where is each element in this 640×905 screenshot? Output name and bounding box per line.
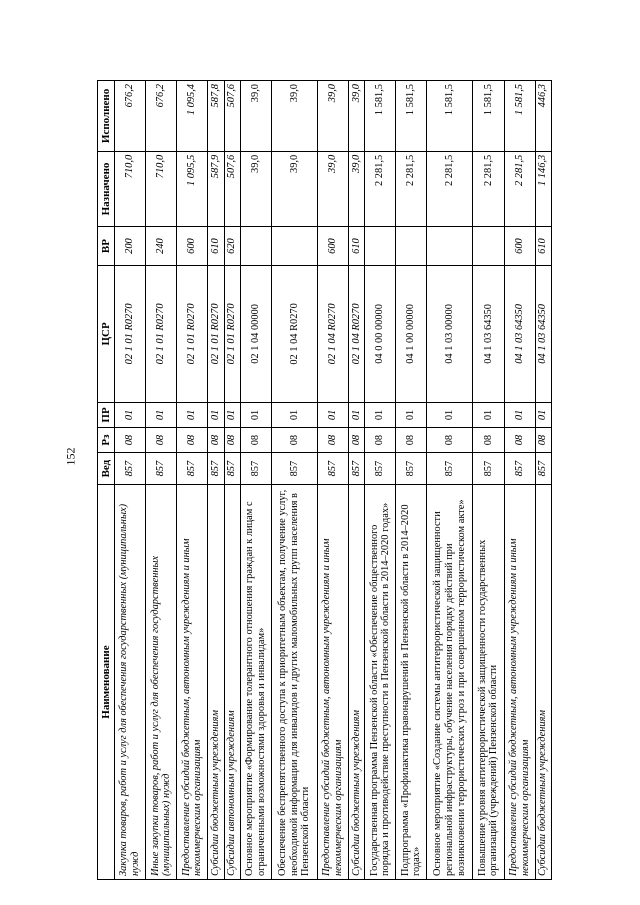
cell-executed: 446,3 (535, 81, 551, 152)
cell-name: Предоставление субсидий бюджетным, автономным учреждениям и иным некоммерческим организациям (177, 485, 208, 880)
cell-ved: 857 (208, 453, 224, 485)
cell-name: Повышение уровня антитеррористической защищенности государственных организаций (учреждений) Пензенской области (473, 485, 504, 880)
cell-name: Подпрограмма «Профилактика правонарушений в Пензенской области в 2014–2020 годах» (396, 485, 427, 880)
cell-name: Субсидии бюджетным учреждениям (348, 485, 364, 880)
cell-assigned: 710,0 (146, 151, 177, 226)
cell-pr: 01 (271, 402, 317, 427)
cell-name: Основное мероприятие «Формирование толерантного отношения граждан к лицам с ограниченными возможностями здоровья и инвалидам» (240, 485, 271, 880)
cell-csr: 02 1 01 R0270 (208, 265, 224, 402)
cell-executed: 507,6 (224, 81, 240, 152)
table-row (224, 81, 240, 880)
cell-rz: 08 (317, 428, 348, 453)
header-rz: Рз (98, 428, 115, 453)
cell-csr: 04 1 00 00000 (396, 265, 427, 402)
cell-pr: 01 (177, 402, 208, 427)
cell-rz: 08 (348, 428, 364, 453)
cell-executed: 39,0 (348, 81, 364, 152)
cell-assigned: 587,9 (208, 151, 224, 226)
cell-executed: 676,2 (115, 81, 146, 152)
cell-pr: 01 (473, 402, 504, 427)
cell-name: Закупка товаров, работ и услуг для обеспечения государственных (муниципальных) нужд (115, 485, 146, 880)
cell-rz: 08 (271, 428, 317, 453)
cell-rz: 08 (427, 428, 473, 453)
cell-rz: 08 (208, 428, 224, 453)
cell-csr: 04 1 03 64350 (535, 265, 551, 402)
cell-pr: 01 (535, 402, 551, 427)
cell-assigned: 2 281,5 (473, 151, 504, 226)
cell-pr: 01 (317, 402, 348, 427)
table-row (396, 81, 427, 880)
cell-ved: 857 (535, 453, 551, 485)
cell-rz: 08 (473, 428, 504, 453)
table-row (240, 81, 271, 880)
cell-rz: 08 (224, 428, 240, 453)
cell-rz: 08 (396, 428, 427, 453)
cell-name: Предоставление субсидий бюджетным, автономным учреждениям и иным некоммерческим организациям (504, 485, 535, 880)
cell-executed: 587,8 (208, 81, 224, 152)
cell-ved: 857 (177, 453, 208, 485)
header-executed: Исполнено (98, 81, 115, 152)
table-row (535, 81, 551, 880)
cell-name: Субсидии бюджетным учреждениям (535, 485, 551, 880)
cell-pr: 01 (115, 402, 146, 427)
cell-pr: 01 (427, 402, 473, 427)
cell-vr (240, 227, 271, 266)
cell-ved: 857 (115, 453, 146, 485)
cell-ved: 857 (504, 453, 535, 485)
cell-vr: 610 (208, 227, 224, 266)
cell-vr (427, 227, 473, 266)
cell-csr: 02 1 01 R0270 (115, 265, 146, 402)
cell-executed: 1 581,5 (427, 81, 473, 152)
cell-ved: 857 (348, 453, 364, 485)
cell-vr: 610 (535, 227, 551, 266)
cell-csr: 04 1 03 00000 (427, 265, 473, 402)
cell-csr: 02 1 04 00000 (240, 265, 271, 402)
cell-ved: 857 (240, 453, 271, 485)
cell-ved: 857 (224, 453, 240, 485)
cell-executed: 39,0 (240, 81, 271, 152)
header-ved: Вед (98, 453, 115, 485)
cell-name: Обеспечение беспрепятственного доступа к приоритетным объектам, получение услуг, необходимой информации для инвалидов и других маломобильных групп населения в Пензенской области (271, 485, 317, 880)
table-row (473, 81, 504, 880)
cell-executed: 1 581,5 (504, 81, 535, 152)
cell-pr: 01 (365, 402, 396, 427)
cell-ved: 857 (427, 453, 473, 485)
table-row (317, 81, 348, 880)
cell-ved: 857 (396, 453, 427, 485)
cell-rz: 08 (535, 428, 551, 453)
cell-rz: 08 (177, 428, 208, 453)
cell-assigned: 39,0 (240, 151, 271, 226)
cell-vr: 600 (177, 227, 208, 266)
cell-assigned: 39,0 (271, 151, 317, 226)
cell-executed: 1 581,5 (365, 81, 396, 152)
cell-assigned: 2 281,5 (365, 151, 396, 226)
header-vr: ВР (98, 227, 115, 266)
cell-pr: 01 (504, 402, 535, 427)
cell-ved: 857 (473, 453, 504, 485)
table-row (504, 81, 535, 880)
table-row (115, 81, 146, 880)
cell-ved: 857 (317, 453, 348, 485)
table-body (115, 81, 552, 880)
cell-name: Государственная программа Пензенской области «Обеспечение общественного порядка и противодействие преступности в Пензенской области в 2014–2020 годах» (365, 485, 396, 880)
cell-vr: 600 (504, 227, 535, 266)
cell-assigned: 2 281,5 (427, 151, 473, 226)
cell-csr: 04 1 03 64350 (473, 265, 504, 402)
table-row (208, 81, 224, 880)
header-assigned: Назначено (98, 151, 115, 226)
cell-ved: 857 (365, 453, 396, 485)
cell-pr: 01 (348, 402, 364, 427)
cell-assigned: 2 281,5 (504, 151, 535, 226)
header-csr: ЦСР (98, 265, 115, 402)
table-row (348, 81, 364, 880)
cell-assigned: 39,0 (317, 151, 348, 226)
cell-executed: 39,0 (271, 81, 317, 152)
cell-vr: 240 (146, 227, 177, 266)
table-row (427, 81, 473, 880)
cell-vr: 610 (348, 227, 364, 266)
table-row (177, 81, 208, 880)
cell-executed: 676,2 (146, 81, 177, 152)
budget-table (97, 80, 552, 880)
cell-csr: 02 1 04 R0270 (348, 265, 364, 402)
cell-assigned: 39,0 (348, 151, 364, 226)
rotated-table-container (97, 80, 552, 880)
cell-executed: 1 581,5 (396, 81, 427, 152)
header-pr: ПР (98, 402, 115, 427)
cell-vr (365, 227, 396, 266)
cell-assigned: 1 095,5 (177, 151, 208, 226)
cell-name: Иные закупки товаров, работ и услуг для обеспечения государственных (муниципальных) нужд (146, 485, 177, 880)
cell-name: Субсидии автономным учреждениям (224, 485, 240, 880)
cell-csr: 02 1 04 R0270 (317, 265, 348, 402)
cell-ved: 857 (271, 453, 317, 485)
cell-pr: 01 (208, 402, 224, 427)
cell-vr: 600 (317, 227, 348, 266)
cell-ved: 857 (146, 453, 177, 485)
table-rotation-frame (97, 80, 552, 880)
cell-csr: 04 1 03 64350 (504, 265, 535, 402)
cell-executed: 39,0 (317, 81, 348, 152)
cell-vr: 200 (115, 227, 146, 266)
header-name: Наименование (98, 485, 115, 880)
cell-csr: 02 1 01 R0270 (146, 265, 177, 402)
table-row (365, 81, 396, 880)
cell-vr (271, 227, 317, 266)
cell-assigned: 507,6 (224, 151, 240, 226)
cell-vr (396, 227, 427, 266)
table-row (271, 81, 317, 880)
cell-csr: 02 1 01 R0270 (177, 265, 208, 402)
cell-name: Субсидии бюджетным учреждениям (208, 485, 224, 880)
cell-rz: 08 (504, 428, 535, 453)
table-header-row (98, 81, 115, 880)
cell-vr: 620 (224, 227, 240, 266)
cell-vr (473, 227, 504, 266)
cell-csr: 02 1 04 R0270 (271, 265, 317, 402)
cell-pr: 01 (396, 402, 427, 427)
table-row (146, 81, 177, 880)
cell-assigned: 2 281,5 (396, 151, 427, 226)
cell-rz: 08 (365, 428, 396, 453)
cell-csr: 04 0 00 00000 (365, 265, 396, 402)
cell-executed: 1 581,5 (473, 81, 504, 152)
cell-rz: 08 (146, 428, 177, 453)
cell-csr: 02 1 01 R0270 (224, 265, 240, 402)
cell-executed: 1 095,4 (177, 81, 208, 152)
cell-assigned: 710,0 (115, 151, 146, 226)
cell-name: Предоставление субсидий бюджетным, автономным учреждениям и иным некоммерческим организациям (317, 485, 348, 880)
cell-pr: 01 (240, 402, 271, 427)
cell-assigned: 1 146,3 (535, 151, 551, 226)
cell-rz: 08 (240, 428, 271, 453)
cell-pr: 01 (224, 402, 240, 427)
cell-pr: 01 (146, 402, 177, 427)
page-number: 152 (63, 447, 78, 466)
cell-rz: 08 (115, 428, 146, 453)
cell-name: Основное мероприятие «Создание системы антитеррористической защищенности региональной инфраструктуры, обучение населения порядку действий при возникновении террористических угроз и при совершенном террористическом акте» (427, 485, 473, 880)
